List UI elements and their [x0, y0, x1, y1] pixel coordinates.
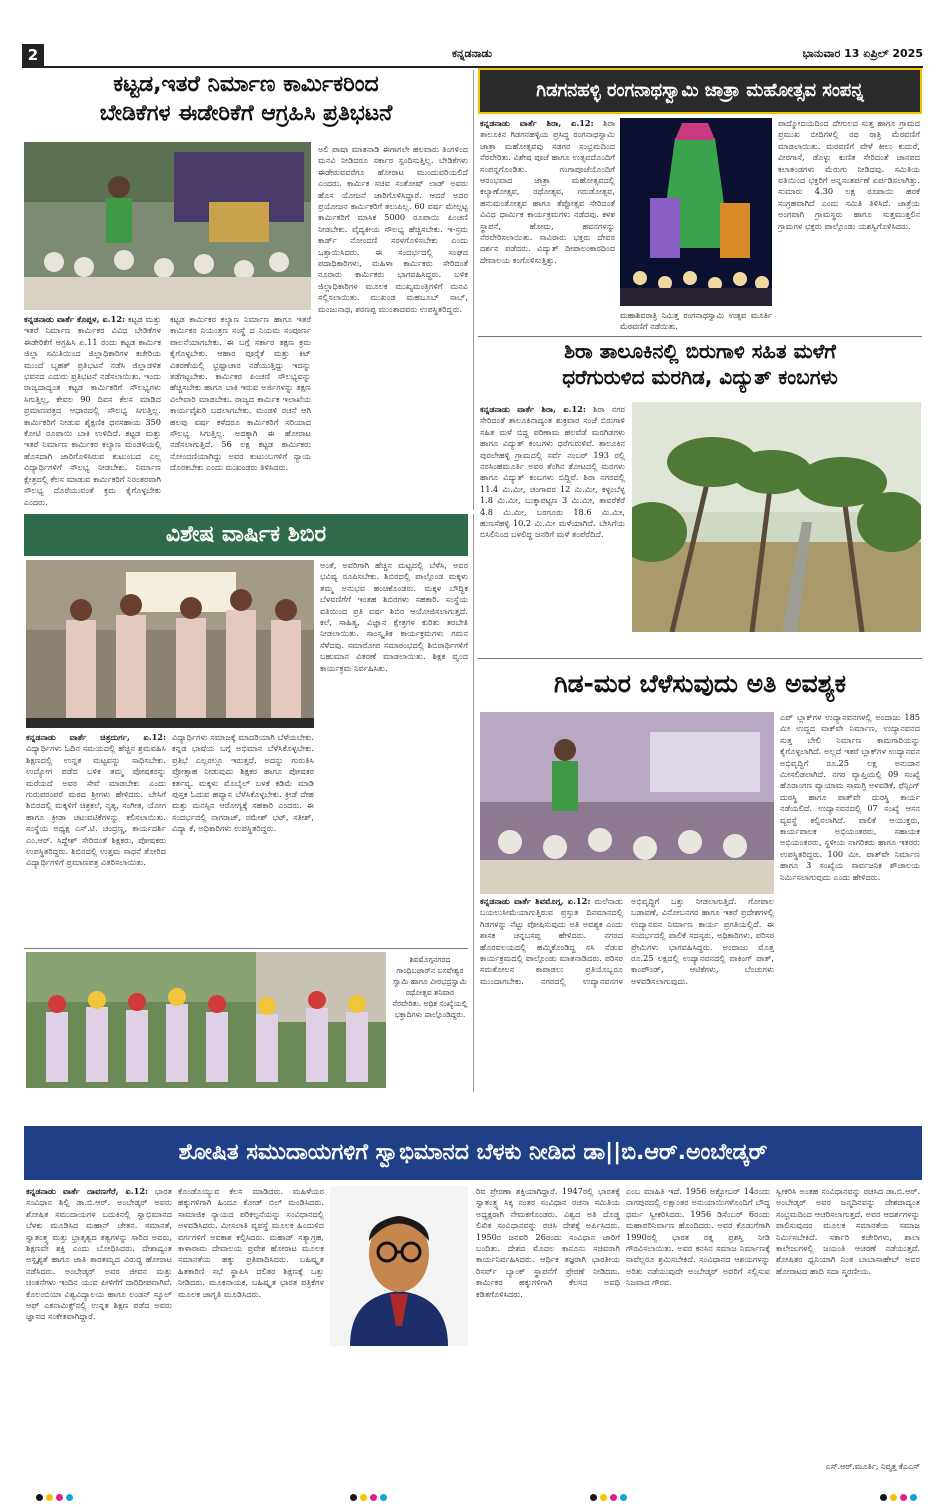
ambedkar-col1 — [26, 1186, 172, 1478]
camp-col3: ಅಂತೆ, ಅವರಿಗಾಗಿ ಹೆಚ್ಚಿನ ಮಟ್ಟದಲ್ಲಿ ಬೆಳೆಸಿ, ಅವರ ಭವಿಷ್ಯ ರೂಪಿಸಬೇಕು. ಶಿಬಿರದಲ್ಲಿ ಪಾಲ್ಗೊಂಡ ಮಕ್ಕಳು ತಮ್ಮ ಅನುಭವ ಹಂಚಿಕೊಂಡರು. ಮಕ್ಕಳ ಬೌದ್ಧಿಕ ಬೆಳವಣಿಗೆಗೆ ಇಂತಹ ಶಿಬಿರಗಳು ಸಹಕಾರಿ. ಸಂಸ್ಥೆಯ ವತಿಯಿಂದ ಪ್ರತಿ ವರ್ಷ ಶಿಬಿರ ಆಯೋಜಿಸಲಾಗುತ್ತದೆ. ಕಲೆ, ಸಾಹಿತ್ಯ, ವಿಜ್ಞಾನ ಕ್ಷೇತ್ರಗಳ ಕುರಿತು ತರಬೇತಿ ನೀಡಲಾಯಿತು. ಸಾಂಸ್ಕೃತಿಕ ಕಾರ್ಯಕ್ರಮಗಳು ಗಮನ ಸೆಳೆದವು. ಸಮಾರೋಪ ಸಮಾರಂಭದಲ್ಲಿ ಶಿಬಿರಾರ್ಥಿಗಳಿಗೆ ಬಹುಮಾನ ವಿತರಣೆ ಮಾಡಲಾಯಿತು. ಶಿಕ್ಷಕ ವೃಂದ ಕಾರ್ಯಕ್ರಮ ನಿರ್ವಹಿಸಿತು. — [320, 560, 468, 673]
protest-col1-text: ಕಟ್ಟಡ ಮತ್ತು ಇತರೆ ನಿರ್ಮಾಣ ಕಾರ್ಮಿಕರ ವಿವಿಧ ಬೇಡಿಕೆಗಳ ಈಡೇರಿಕೆಗೆ ಆಗ್ರಹಿಸಿ ಏ.11 ರಂದು ಕಟ್ಟಡ ಕಾರ್ಮಿಕ ಜಿಲ್ಲಾ ಸಮಿತಿಯಿಂದ ಜಿಲ್ಲಾಧಿಕಾರಿಗಳ ಕಚೇರಿಯ ಮುಂದೆ ಬೃಹತ್ ಪ್ರತಿಭಟನೆ ನಡೆಸಿ ಜಿಲ್ಲಾಡಳಿತ ಭವನದ ಎದುರು ಪ್ರತಿಭಟನೆ ನಡೆಸಲಾಯಿತು. ಇಂದು ರಾಜ್ಯದಾದ್ಯಂತ ಕಟ್ಟಡ ಕಾರ್ಮಿಕರಿಗೆ ಸೌಲಭ್ಯಗಳು ಸಿಗುತ್ತಿಲ್ಲ, ಕೇವಲ 90 ದಿವಸ ಕೆಲಸ ಮಾಡಿದ ಪ್ರಮಾಣಪತ್ರದ ಆಧಾರದಲ್ಲಿ ಸೌಲಭ್ಯ ಸಿಗುತ್ತಿಲ್ಲ. ಕಾರ್ಮಿಕರಿಗೆ ನೀಡುವ ಶೈಕ್ಷಣಿಕ ಧನಸಹಾಯ 350 ಕೋಟಿ ರೂಪಾಯಿ ಬಾಕಿ ಉಳಿದಿದೆ. ಕಟ್ಟಡ ಮತ್ತು ಇತರೆ ನಿರ್ಮಾಣ ಕಾರ್ಮಿಕರ ಕಲ್ಯಾಣ ಮಂಡಳಿಯಲ್ಲಿ ಹೊಸದಾಗಿ ಜಾರಿಗೊಳಿಸಿರುವ ಕುಟುಂಬದ ಎಲ್ಲ ವಿದ್ಯಾರ್ಥಿಗಳಿಗೆ ಸೌಲಭ್ಯ ನೀಡಬೇಕು. ನಿರ್ಮಾಣ ಕ್ಷೇತ್ರದಲ್ಲಿ ಕೆಲಸ ಮಾಡುವ ಕಾರ್ಮಿಕರಿಗೆ ನಿರಂತರವಾಗಿ ಸೌಲಭ್ಯ ದೊರೆಯುವಂತೆ ಕ್ರಮ ಕೈಗೊಳ್ಳಬೇಕು ಎಂದರು. — [24, 314, 161, 506]
temple-col1-text: ಶಿರಾ ತಾಲೂಕಿನ ಗಿಡಗನಹಳ್ಳಿಯ ಪ್ರಸಿದ್ಧ ರಂಗನಾಥಸ್ವಾಮಿ ಜಾತ್ರಾ ಮಹೋತ್ಸವವು ಸಡಗರ ಸಂಭ್ರಮದಿಂದ ನೆರವೇರಿತು. ವಿಶೇಷ ಪೂಜೆ ಹಾಗೂ ಉತ್ಸವದೊಂದಿಗೆ ಸಂಪನ್ನಗೊಂಡಿತು. ಗಂಗಾಪೂಜೆಯೊಂದಿಗೆ ಆರಂಭವಾದ ಜಾತ್ರಾ ಮಹೋತ್ಸವದಲ್ಲಿ ಕಲ್ಯಾಣೋತ್ಸವ, ರಥೋತ್ಸವ, ಗರುಡೋತ್ಸವ, ಹನುಮಂತೋತ್ಸವ ಹಾಗೂ ತೆಪ್ಪೋತ್ಸವ ಸೇರಿದಂತೆ ವಿವಿಧ ಧಾರ್ಮಿಕ ಕಾರ್ಯಕ್ರಮಗಳು ನಡೆದವು. ಕಳಶ ಸ್ಥಾಪನೆ, ಹೋಮ, ಹವನಗಳನ್ನು ನೆರವೇರಿಸಲಾಯಿತು. ಸಾವಿರಾರು ಭಕ್ತರು ದೇವರ ದರ್ಶನ ಪಡೆದರು. ವಿದ್ಯುತ್ ದೀಪಾಲಂಕಾರದಿಂದ ದೇವಾಲಯ ಕಂಗೊಳಿಸುತ್ತಿತ್ತು. — [480, 118, 615, 265]
registration-marks — [350, 1494, 387, 1501]
storm-headline — [478, 340, 922, 402]
protest-headline-line2: ಬೇಡಿಕೆಗಳ ಈಡೇರಿಕೆಗೆ ಆಗ್ರಹಿಸಿ ಪ್ರತಿಭಟನೆ — [99, 101, 393, 127]
temple-col2: ಪಾದ್ಮೋದಯದಿಂದ ದೇಗುಲದ ಸುತ್ತ ಹಾಗೂ ಗ್ರಾಮದ ಪ್ರಮುಖ ಬೀದಿಗಳಲ್ಲಿ ರಥ ರಾತ್ರಿ ಮೆರವಣಿಗೆ ಮಾಡಲಾಯಿತು. ಮರವಣಿಗೆ ವೇಳೆ ಕೀಲು ಕುದುರೆ, ವೀರಗಾಸೆ, ಡೊಳ್ಳು ಕುಣಿತ ಸೇರಿದಂತೆ ಜಾನಪದ ಕಲಾತಂಡಗಳು ಮೆರುಗು ನೀಡಿದವು. ಸಮಿತಿಯ ವತಿಯಿಂದ ಭಕ್ತರಿಗೆ ಅನ್ನಸಂತರ್ಪಣೆ ಏರ್ಪಡಿಸಲಾಗಿತ್ತು. ಸುಮಾರು 4.30 ಲಕ್ಷ ರೂಪಾಯಿ ಹರಕೆ ಸಂಗ್ರಹವಾಗಿದೆ ಎಂದು ಸಮಿತಿ ತಿಳಿಸಿದೆ. ಜಾತ್ರೆಯ ಅಂಗವಾಗಿ ಗ್ರಾಮಸ್ಥರು ಹಾಗೂ ಸುತ್ತಮುತ್ತಲಿನ ಗ್ರಾಮಗಳ ಭಕ್ತರು ಪಾಲ್ಗೊಂಡು ಯಶಸ್ವಿಗೊಳಿಸಿದರು. — [778, 118, 920, 231]
ambedkar-dateline: ಕನ್ನಡನಾಡು ವಾರ್ತೆ ದಾವಣಗೆರೆ, ಏ.12: — [26, 1186, 149, 1196]
procession-caption: ಶಿವಮೊಗ್ಗನಗರದ ಗಾಂಧಿಬಜಾರ್‌ನ ಬಸವೇಶ್ವರ ಸ್ವಾಮಿ ಹಾಗೂ ವೀರಭದ್ರಸ್ವಾಮಿ ರಥೋತ್ಸವ ಶನಿವಾರ ನೆರವೇರಿತು. ಅಧಿಕ ಸಂಖ್ಯೆಯಲ್ಲಿ ಭಕ್ತಾದಿಗಳು ಪಾಲ್ಗೊಂಡಿದ್ದರು. — [392, 955, 468, 1019]
ambedkar-col4: ಎಂಬ ಮಾಹಿತಿ ಇದೆ. 1956 ಅಕ್ಟೋಬರ್ 14ರಂದು ನಾಗಪುರದಲ್ಲಿ ಲಕ್ಷಾಂತರ ಅನುಯಾಯಿಗಳೊಂದಿಗೆ ಬೌದ್ಧ ಧರ್ಮ ಸ್ವೀಕರಿಸಿದರು. 1956 ಡಿಸೆಂಬರ್ 6ರಂದು ಮಹಾಪರಿನಿರ್ವಾಣ ಹೊಂದಿದರು. ಅವರ ಕೊಡುಗೆಗಾಗಿ 1990ರಲ್ಲಿ ಭಾರತ ರತ್ನ ಪ್ರಶಸ್ತಿ ನೀಡಿ ಗೌರವಿಸಲಾಯಿತು. ಅವರ ಕನಸಿನ ಸಮಾಜ ನಿರ್ಮಾಣಕ್ಕೆ ನಾವೆಲ್ಲರೂ ಶ್ರಮಿಸಬೇಕಿದೆ. ಸಂವಿಧಾನದ ಆಶಯಗಳನ್ನು ಅರಿತು ನಡೆಯುವುದೇ ಅಂಬೇಡ್ಕರ್ ಅವರಿಗೆ ಸಲ್ಲಿಸುವ ನಿಜವಾದ ಗೌರವ. — [626, 1186, 770, 1288]
temple-col1 — [480, 118, 615, 308]
ambedkar-portrait — [330, 1186, 468, 1346]
camp-headline-band — [24, 514, 468, 556]
trees-photo — [480, 712, 774, 894]
temple-headline: ಗಿಡಗನಹಳ್ಳಿ ರಂಗನಾಥಸ್ವಾಮಿ ಜಾತ್ರಾ ಮಹೋತ್ಸವ ಸಂಪನ್ನ — [536, 80, 864, 101]
protest-headline — [22, 70, 470, 140]
procession-photo — [26, 952, 386, 1088]
ambedkar-headline: ಶೋಷಿತ ಸಮುದಾಯಗಳಿಗೆ ಸ್ವಾಭಿಮಾನದ ಬೆಳಕು ನೀಡಿದ ಡಾ||ಬಿ.ಆರ್.ಅಂಬೇಡ್ಕರ್ — [178, 1140, 768, 1165]
camp-col1 — [26, 732, 166, 944]
trees-col1-text: ಮಲೆನಾಡು ಬಯಲುಸೀಮೆಯಾಗುತ್ತಿರುವ ಪ್ರಸ್ತುತ ದಿನಮಾನದಲ್ಲಿ ಗಿಡಗಳನ್ನು ನೆಟ್ಟು ಪೋಷಿಸುವುದು ಅತಿ ಅವಶ್ಯಕ ಎಂದು ಶಾಸಕ ಚನ್ನಬಸಪ್ಪ ಹೇಳಿದರು. ನಗರದ ಹೊರವಲಯದಲ್ಲಿ ಹಮ್ಮಿಕೊಂಡಿದ್ದ ಸಸಿ ನೆಡುವ ಕಾರ್ಯಕ್ರಮದಲ್ಲಿ ಪಾಲ್ಗೊಂಡು ಮಾತನಾಡಿದರು. ಪರಿಸರ ಸಮತೋಲನ ಕಾಪಾಡಲು ಪ್ರತಿಯೊಬ್ಬರೂ ಮುಂದಾಗಬೇಕು. ನಗರದಲ್ಲಿ ಉದ್ಯಾನವನಗಳ ಅಭಿವೃದ್ಧಿಗೆ ಒತ್ತು ನೀಡಲಾಗುತ್ತಿದೆ. ಗೋಪಾಲ ಬಡಾವಣೆ, ವಿನೋಬನಗರ ಹಾಗೂ ಇತರೆ ಪ್ರದೇಶಗಳಲ್ಲಿ ಉದ್ಯಾನವನ ನಿರ್ಮಾಣ ಕಾರ್ಯ ಪ್ರಗತಿಯಲ್ಲಿದೆ. ಈ ಸಂದರ್ಭದಲ್ಲಿ ಪಾಲಿಕೆ ಸದಸ್ಯರು, ಅಧಿಕಾರಿಗಳು, ಪರಿಸರ ಪ್ರೇಮಿಗಳು ಭಾಗವಹಿಸಿದ್ದರು. ಅಂದಾಜು ಮೊತ್ತ ರೂ.25 ಲಕ್ಷದಲ್ಲಿ ಉದ್ಯಾನವನದಲ್ಲಿ ವಾಕಿಂಗ್ ಪಾತ್, ಕಾಂಪೌಂಡ್, ಆಟಿಕೆಗಳು, ಬೆಂಚುಗಳು ಅಳವಡಿಸಲಾಗುವುದು. — [480, 896, 774, 986]
issue-date: ಭಾನುವಾರ 13 ಏಪ್ರಿಲ್ 2025 — [802, 47, 923, 60]
ambedkar-col5: ಸ್ವೀಕರಿಸಿ ಅಂತಹ ಸಂವಿಧಾನವನ್ನು ರಚಿಸಿದ ಡಾ.ಬಿ.ಆರ್. ಅಂಬೇಡ್ಕರ್ ಅವರ ಜನ್ಮದಿನವನ್ನು ದೇಶದಾದ್ಯಂತ ಸಂಭ್ರಮದಿಂದ ಆಚರಿಸಲಾಗುತ್ತದೆ. ಅವರ ಆದರ್ಶಗಳನ್ನು ಪಾಲಿಸುವುದರ ಮೂಲಕ ಸಮಾನತೆಯ ಸಮಾಜ ನಿರ್ಮಿಸಬೇಕಿದೆ. ಸರ್ಕಾರಿ ಕಚೇರಿಗಳು, ಶಾಲಾ ಕಾಲೇಜುಗಳಲ್ಲಿ ಜಯಂತಿ ಆಚರಣೆ ನಡೆಯುತ್ತದೆ. ಶೋಷಿತರ ಧ್ವನಿಯಾಗಿ ನಿಂತ ಬಾಬಾಸಾಹೇಬ್ ಅವರ ಹೋರಾಟದ ಹಾದಿ ಸದಾ ಸ್ಮರಣೀಯ. — [776, 1186, 920, 1276]
ambedkar-col1-text: ಭಾರತ ಸಂವಿಧಾನ ಶಿಲ್ಪಿ ಡಾ.ಬಿ.ಆರ್. ಅಂಬೇಡ್ಕರ್ ಅವರು ಶೋಷಿತ ಸಮುದಾಯಗಳ ಬದುಕಿನಲ್ಲಿ ಸ್ವಾಭಿಮಾನದ ಬೆಳಕು ಮೂಡಿಸಿದ ಮಹಾನ್ ಚೇತನ. ಸಮಾನತೆ, ಸ್ವಾತಂತ್ರ್ಯ ಮತ್ತು ಭ್ರಾತೃತ್ವದ ತತ್ವಗಳನ್ನು ಸಾರಿದ ಅವರು, ಶಿಕ್ಷಣವೇ ಶಕ್ತಿ ಎಂದು ಬೋಧಿಸಿದರು. ದೇಶಾದ್ಯಂತ ಅಸ್ಪೃಶ್ಯತೆ ಹಾಗೂ ಜಾತಿ ತಾರತಮ್ಯದ ವಿರುದ್ಧ ಹೋರಾಟ ನಡೆಸಿದರು. ಅಂಬೇಡ್ಕರ್ ಅವರ ಜೀವನ ಮತ್ತು ಚಿಂತನೆಗಳು ಇಂದಿನ ಯುವ ಪೀಳಿಗೆಗೆ ದಾರಿದೀಪವಾಗಿವೆ. ಕೊಲಂಬಿಯಾ ವಿಶ್ವವಿದ್ಯಾಲಯ ಹಾಗೂ ಲಂಡನ್ ಸ್ಕೂಲ್ ಆಫ್ ಎಕನಾಮಿಕ್ಸ್‌ನಲ್ಲಿ ಉನ್ನತ ಶಿಕ್ಷಣ ಪಡೆದ ಅವರು ಜ್ಞಾನದ ಸಂಕೇತವಾಗಿದ್ದಾರೆ. — [26, 1186, 172, 1322]
trees-col1 — [480, 896, 774, 1086]
registration-marks — [590, 1494, 627, 1501]
trees-col2: ಎಪ್ ಬ್ಲಾಕ್‌ಗಳ ಉದ್ಯಾನವನಗಳಲ್ಲಿ ಅಂದಾಜು 185 ಮೀ ಉದ್ದದ ವಾಕ್‌ವೇ ನಿರ್ಮಾಣ, ಉದ್ಯಾನವನದ ಸುತ್ತ ಬೇಲಿ ನಿರ್ಮಾಣ ಕಾಮಗಾರಿಯನ್ನು ಕೈಗೊಳ್ಳಲಾಗಿದೆ. ಅಲ್ಲದೆ ಇತರೆ ಬ್ಲಾಕ್‌ಗಳ ಉದ್ಯಾನವನ ಅಭಿವೃದ್ಧಿಗೆ ರೂ.25 ಲಕ್ಷ ಅನುದಾನ ಮೀಸಲಿಡಲಾಗಿದೆ. ನಗರ ವ್ಯಾಪ್ತಿಯಲ್ಲಿ 09 ಸಂಖ್ಯೆ ಹೊರಾಂಗಣ ವ್ಯಾಯಾಮ ಸಾಮಗ್ರಿ ಅಳವಡಿಕೆ, ಫೆನ್ಸಿಂಗ್ ದುರಸ್ಥಿ ಹಾಗೂ ಪಾತ್‌ವೇ ದುರಸ್ಥಿ ಕಾರ್ಯ ನಡೆಯಲಿದೆ. ಉದ್ಯಾನವನದಲ್ಲಿ 07 ಸಂಖ್ಯೆ ಆಸನ ವ್ಯವಸ್ಥೆ ಕಲ್ಪಿಸಲಾಗಿದೆ. ಪಾಲಿಕೆ ಆಯುಕ್ತರು, ಕಾರ್ಯಪಾಲಕ ಅಭಿಯಂತರರು, ಸಹಾಯಕ ಅಭಿಯಂತರರು, ಸ್ಥಳೀಯ ನಾಗರಿಕರು ಹಾಗೂ ಇತರರು ಉಪಸ್ಥಿತರಿದ್ದರು. 100 ಮೀ. ಪಾತ್‌ವೇ ನಿರ್ಮಾಣ ಹಾಗೂ 3 ಸಂಖ್ಯೆಯ ಸಾರ್ವಜನಿಕ ಶೌಚಾಲಯ ನಿರ್ಮಿಸಲಾಗುವುದು ಎಂದು ಹೇಳಿದರು. — [780, 712, 920, 882]
camp-dateline: ಕನ್ನಡನಾಡು ವಾರ್ತೆ ಚಿತ್ರದುರ್ಗ, ಏ.12: — [26, 732, 166, 742]
ambedkar-col3: ರಿವ ಪ್ರೇರಣಾ ಶಕ್ತಿಯಾಗಿದ್ದಾರೆ. 1947ರಲ್ಲಿ ಭಾರತಕ್ಕೆ ಸ್ವಾತಂತ್ರ್ಯ ಸಿಕ್ಕ ನಂತರ ಸಂವಿಧಾನ ರಚನಾ ಸಮಿತಿಯ ಅಧ್ಯಕ್ಷರಾಗಿ ನೇಮಕಗೊಂಡರು. ವಿಶ್ವದ ಅತಿ ದೊಡ್ಡ ಲಿಖಿತ ಸಂವಿಧಾನವನ್ನು ರಚಿಸಿ ದೇಶಕ್ಕೆ ಅರ್ಪಿಸಿದರು. 1950ರ ಜನವರಿ 26ರಂದು ಸಂವಿಧಾನ ಜಾರಿಗೆ ಬಂದಿತು. ದೇಶದ ಮೊದಲ ಕಾನೂನು ಸಚಿವರಾಗಿ ಕಾರ್ಯನಿರ್ವಹಿಸಿದರು. ಆರ್ಥಿಕ ತಜ್ಞರಾಗಿ ಭಾರತೀಯ ರಿಸರ್ವ್ ಬ್ಯಾಂಕ್ ಸ್ಥಾಪನೆಗೆ ಪ್ರೇರಣೆ ನೀಡಿದರು. ಕಾರ್ಮಿಕರ ಹಕ್ಕುಗಳಿಗಾಗಿ ಕೆಲಸದ ಅವಧಿ ಕಡಿತಗೊಳಿಸಿದರು. — [476, 1186, 620, 1299]
ambedkar-col2: ಕೊಂಡೊಯ್ಯುವ ಕೆಲಸ ಮಾಡಿದರು. ಮಹಿಳೆಯರ ಹಕ್ಕುಗಳಿಗಾಗಿ ಹಿಂದೂ ಕೋಡ್ ಬಿಲ್ ಮಂಡಿಸಿದರು. ಸಾಮಾಜಿಕ ನ್ಯಾಯದ ಪರಿಕಲ್ಪನೆಯನ್ನು ಸಂವಿಧಾನದಲ್ಲಿ ಅಳವಡಿಸಿದರು. ಮೀಸಲಾತಿ ವ್ಯವಸ್ಥೆ ಮೂಲಕ ಹಿಂದುಳಿದ ವರ್ಗಗಳಿಗೆ ಅವಕಾಶ ಕಲ್ಪಿಸಿದರು. ಮಹಾಡ್ ಸತ್ಯಾಗ್ರಹ, ಕಾಳಾರಾಮ ದೇವಾಲಯ ಪ್ರವೇಶ ಹೋರಾಟ ಮೂಲಕ ಸಮಾನತೆಯ ಹಕ್ಕು ಪ್ರತಿಪಾದಿಸಿದರು. ಬಹಿಷ್ಕೃತ ಹಿತಕಾರಿಣಿ ಸಭೆ ಸ್ಥಾಪಿಸಿ ದಲಿತರ ಶಿಕ್ಷಣಕ್ಕೆ ಒತ್ತು ನೀಡಿದರು. ಮೂಕನಾಯಕ, ಬಹಿಷ್ಕೃತ ಭಾರತ ಪತ್ರಿಕೆಗಳ ಮೂಲಕ ಜಾಗೃತಿ ಮೂಡಿಸಿದರು. — [178, 1186, 324, 1299]
ambedkar-byline: ಎಸ್.ಆರ್.ಮೂರ್ತಿ, ನಿವೃತ್ತ ಕೆಎಎಸ್ — [825, 1462, 920, 1471]
divider — [478, 336, 922, 337]
trees-dateline: ಕನ್ನಡನಾಡು ವಾರ್ತೆ ಶಿವಮೊಗ್ಗ, ಏ.12: — [480, 896, 591, 906]
paper-name: ಕನ್ನಡನಾಡು — [451, 47, 493, 60]
storm-text-body: ಶಿರಾ ನಗರ ಸೇರಿದಂತೆ ತಾಲೂಕಿನಾದ್ಯಂತ ಶುಕ್ರವಾರ ಸಂಜೆ ಬಿರುಗಾಳಿ ಸಹಿತ ಮಳೆ ಬಿದ್ದ ಪರಿಣಾಮ ಹಲವೆಡೆ ಮರಗಿಡಗಳು ಹಾಗೂ ವಿದ್ಯುತ್ ಕಂಬಗಳು ಧರೆಗುರುಳಿವೆ. ತಾಲೂಕಿನ ಪುರಲೇಹಳ್ಳಿ ಗ್ರಾಮದಲ್ಲಿ ಸರ್ವೆ ನಂಬರ್ 193 ರಲ್ಲಿ ನರಸಿಂಹಮೂರ್ತಿ ಅವರ ತೆಂಗಿನ ತೋಟದಲ್ಲಿ ಮರಗಳು ಹಾಗೂ ವಿದ್ಯುತ್ ಕಂಬಗಳು ಬಿದ್ದಿವೆ. ಶಿರಾ ನಗರದಲ್ಲಿ 11.4 ಮಿ.ಮೀ, ಚಂಗಾವರ 12 ಮಿ.ಮೀ, ಕಳ್ಳಂಬೆಳ್ಳ 1.8 ಮಿ.ಮೀ, ಬುಕ್ಕಾಪಟ್ಟಣ 3 ಮಿ.ಮೀ, ತಾವರೆಕೆರೆ 4.8 ಮಿ.ಮೀ, ಬರಗೂರು 18.6 ಮಿ.ಮೀ, ಹುಣಸೆಹಳ್ಳಿ 10.2 ಮಿ.ಮೀ ಮಳೆಯಾಗಿದೆ. ಬೇಸಿಗೆಯ ಬಿಸಿಲಿನಿಂದ ಬಳಲಿದ್ದ ಜನರಿಗೆ ಮಳೆ ತಂಪೆರೆದಿದೆ. — [480, 404, 625, 540]
camp-col2: ವಿದ್ಯಾರ್ಥಿಗಳು ಸಮಾಜಕ್ಕೆ ಮಾದರಿಯಾಗಿ ಬೆಳೆಯಬೇಕು. ಕನ್ನಡ ಭಾಷೆಯ ಬಗ್ಗೆ ಅಭಿಮಾನ ಬೆಳೆಸಿಕೊಳ್ಳಬೇಕು. ಪ್ರತಿಭೆ ಎಲ್ಲರಲ್ಲೂ ಇರುತ್ತದೆ, ಅದನ್ನು ಗುರುತಿಸಿ ಪ್ರೋತ್ಸಾಹ ನೀಡುವುದು ಶಿಕ್ಷಕರ ಹಾಗೂ ಪೋಷಕರ ಕರ್ತವ್ಯ. ಮಕ್ಕಳು ಮೊಬೈಲ್ ಬಳಕೆ ಕಡಿಮೆ ಮಾಡಿ ಪುಸ್ತಕ ಓದುವ ಹವ್ಯಾಸ ಬೆಳೆಸಿಕೊಳ್ಳಬೇಕು. ಕ್ರೀಡೆ ದೇಹ ಮತ್ತು ಮನಸ್ಸಿನ ಆರೋಗ್ಯಕ್ಕೆ ಸಹಕಾರಿ ಎಂದರು. ಈ ಸಂದರ್ಭದಲ್ಲಿ ನಾಗರಾಜ್, ರಮೇಶ್ ಭಟ್, ಸತೀಶ್, ವಿದ್ಯಾ ಕೆ, ಅಧಿಕಾರಿಗಳು ಉಪಸ್ಥಿತರಿದ್ದರು. — [172, 732, 314, 834]
trees-headline-text: ಗಿಡ-ಮರ ಬೆಳೆಸುವುದು ಅತಿ ಅವಶ್ಯಕ — [553, 669, 847, 698]
protest-photo — [24, 142, 311, 310]
storm-headline-line2: ಧರೆಗುರುಳಿದ ಮರಗಿಡ, ವಿದ್ಯುತ್ ಕಂಬಗಳು — [562, 365, 838, 389]
page-number: 2 — [22, 44, 44, 66]
registration-marks — [36, 1494, 73, 1501]
camp-photo — [26, 560, 314, 728]
divider — [478, 658, 922, 659]
divider — [24, 948, 468, 949]
protest-headline-line1: ಕಟ್ಟಡ,ಇತರೆ ನಿರ್ಮಾಣ ಕಾರ್ಮಿಕರಿಂದ — [113, 72, 379, 97]
protest-col3: ಅಲಿ ಪಾಷಾ ಮಾತನಾಡಿ ಈಗಾಗಲೇ ಹಲವಾರು ತಿಂಗಳಿಂದ ಮನವಿ ನೀಡಿದರೂ ಸರ್ಕಾರ ಸ್ಪಂದಿಸುತ್ತಿಲ್ಲ. ಬೇಡಿಕೆಗಳು ಈಡೇರುವವರೆಗೂ ಹೋರಾಟ ಮುಂದುವರಿಯಲಿದೆ ಎಂದರು. ಕಾರ್ಮಿಕ ಸಚಿವ ಸಂತೋಷ್ ಲಾಡ್ ಅವರು ಹೊಸ ಯೋಜನೆ ಜಾರಿಗೊಳಿಸಿದ್ದಾರೆ. ಆದರೆ ಅದರ ಪ್ರಯೋಜನ ಕಾರ್ಮಿಕರಿಗೆ ತಲುಪಿಲ್ಲ. 60 ವರ್ಷ ಮೇಲ್ಪಟ್ಟ ಕಾರ್ಮಿಕರಿಗೆ ಮಾಸಿಕ 5000 ರೂಪಾಯಿ ಪಿಂಚಣಿ ನೀಡಬೇಕು. ವೈದ್ಯಕೀಯ ಸೌಲಭ್ಯ ಹೆಚ್ಚಿಸಬೇಕು. ಇ-ಸ್ರಮ ಕಾರ್ಡ್ ನೋಂದಣಿ ಸರಳಗೊಳಿಸಬೇಕು ಎಂದು ಒತ್ತಾಯಿಸಿದರು. ಈ ಸಂದರ್ಭದಲ್ಲಿ ಸಂಘದ ಪದಾಧಿಕಾರಿಗಳು, ಮಹಿಳಾ ಕಾರ್ಮಿಕರು ಸೇರಿದಂತೆ ನೂರಾರು ಕಾರ್ಮಿಕರು ಭಾಗವಹಿಸಿದ್ದರು. ಬಳಿಕ ಜಿಲ್ಲಾಧಿಕಾರಿಗಳ ಮೂಲಕ ಮುಖ್ಯಮಂತ್ರಿಗಳಿಗೆ ಮನವಿ ಸಲ್ಲಿಸಲಾಯಿತು. ಮುಖಂಡ ಮಹಬೂಬ್ ಸಾಬ್, ಮಂಜುನಾಥ, ಶರಣಪ್ಪ ಮುಂತಾದವರು ಉಪಸ್ಥಿತರಿದ್ದರು. — [318, 144, 468, 314]
temple-caption: ಮಹಾಶಿವರಾತ್ರಿ ನಿಮಿತ್ತ ರಂಗನಾಥಸ್ವಾಮಿ ಉತ್ಸವ ಮೂರ್ತಿ ಮೆರವಣಿಗೆ ನಡೆಯಿತು. — [620, 311, 772, 331]
camp-headline: ವಿಶೇಷ ವಾರ್ಷಿಕ ಶಿಬಿರ — [165, 522, 327, 547]
storm-dateline: ಕನ್ನಡನಾಡು ವಾರ್ತೆ ಶಿರಾ, ಏ.12: — [480, 404, 586, 414]
masthead — [22, 44, 923, 68]
storm-text — [480, 404, 625, 654]
temple-photo — [620, 118, 772, 306]
column-rule — [473, 70, 474, 510]
registration-marks — [880, 1494, 917, 1501]
column-rule — [473, 514, 474, 1092]
storm-photo — [632, 402, 921, 632]
protest-dateline: ಕನ್ನಡನಾಡು ವಾರ್ತೆ ಕೊಪ್ಪಳ, ಏ.12: — [24, 314, 126, 324]
trees-headline — [478, 662, 922, 708]
ambedkar-headline-band — [24, 1126, 922, 1180]
temple-dateline: ಕನ್ನಡನಾಡು ವಾರ್ತೆ ಶಿರಾ, ಏ.12: — [480, 118, 594, 128]
storm-headline-line1: ಶಿರಾ ತಾಲೂಕಿನಲ್ಲಿ ಬಿರುಗಾಳಿ ಸಹಿತ ಮಳೆಗೆ — [564, 339, 836, 363]
camp-col1-text: ವಿದ್ಯಾರ್ಥಿಗಳು ಓದಿನ ಸಮಯದಲ್ಲಿ ಹೆಚ್ಚಿನ ಶ್ರಮವಹಿಸಿ ಶಿಕ್ಷಣದಲ್ಲಿ ಉನ್ನತ ಮಟ್ಟವನ್ನು ಸಾಧಿಸಬೇಕು. ಉದ್ಯೋಗ ಪಡೆದ ಬಳಿಕ ತಮ್ಮ ಪೋಷಕರನ್ನು ಮರೆಯದೆ ಅವರ ಸೇವೆ ಮಾಡಬೇಕು ಎಂದು ಗುರುಪರಂಪರೆ ಮಠದ ಶ್ರೀಗಳು ಹೇಳಿದರು. ಬೇಸಿಗೆ ಶಿಬಿರದಲ್ಲಿ ಮಕ್ಕಳಿಗೆ ಚಿತ್ರಕಲೆ, ನೃತ್ಯ, ಸಂಗೀತ, ಯೋಗ ಹಾಗೂ ಕ್ರೀಡಾ ಚಟುವಟಿಕೆಗಳನ್ನು ಕಲಿಸಲಾಯಿತು. ಸಂಸ್ಥೆಯ ಅಧ್ಯಕ್ಷ ಎಸ್.ಟಿ. ಚಂದ್ರಣ್ಣ, ಕಾರ್ಯದರ್ಶಿ ಎಂ.ಆರ್. ಸಿದ್ದೇಶ್ ಸೇರಿದಂತೆ ಶಿಕ್ಷಕರು, ಪೋಷಕರು ಉಪಸ್ಥಿತರಿದ್ದರು. ಶಿಬಿರದಲ್ಲಿ ಉತ್ತಮ ಸಾಧನೆ ತೋರಿದ ವಿದ್ಯಾರ್ಥಿಗಳಿಗೆ ಪ್ರಮಾಣಪತ್ರ ವಿತರಿಸಲಾಯಿತು. — [26, 743, 166, 868]
protest-col2: ಕಟ್ಟಡ ಕಾರ್ಮಿಕರ ಕಲ್ಯಾಣ ನಿರ್ಮಾಣ ಹಾಗೂ ಇತರೆ ಕಾರ್ಮಿಕರ ನಿಯಂತ್ರಣ ಸಂಸ್ಥೆ ದ ನಿಯಮ ಸಂಪೂರ್ಣ ಪಾಲನೆಯಾಗಬೇಕು. ಈ ಬಗ್ಗೆ ಸರ್ಕಾರ ತಕ್ಷಣ ಕ್ರಮ ಕೈಗೊಳ್ಳಬೇಕು. ಆಹಾರ ಪೂರೈಕೆ ಮತ್ತು ಕಿಟ್ ವಿತರಣೆಯಲ್ಲಿ ಭ್ರಷ್ಟಾಚಾರ ನಡೆಯುತ್ತಿದ್ದು ಇದನ್ನು ತಡೆಗಟ್ಟಬೇಕು. ಕಾರ್ಮಿಕರ ಪಿಂಚಣಿ ಸೌಲಭ್ಯವನ್ನು ಹೆಚ್ಚಿಸಬೇಕು ಹಾಗೂ ಬಾಕಿ ಇರುವ ಅರ್ಜಿಗಳನ್ನು ತಕ್ಷಣ ವಿಲೇವಾರಿ ಮಾಡಬೇಕು. ರಾಜ್ಯದ ಕಾರ್ಮಿಕ ಇಲಾಖೆಯ ಕಾರ್ಯವೈಖರಿ ಬದಲಾಗಬೇಕು. ಮಂಡಳಿ ರಚನೆ ಆಗಿ ಹಲವು ವರ್ಷ ಕಳೆದರೂ ಕಾರ್ಮಿಕರಿಗೆ ಸರಿಯಾದ ಸೌಲಭ್ಯ ಸಿಗುತ್ತಿಲ್ಲ. ಅದಕ್ಕಾಗಿ ಈ ಹೋರಾಟ ನಡೆಸಲಾಗುತ್ತಿದೆ. 56 ಲಕ್ಷ ಕಟ್ಟಡ ಕಾರ್ಮಿಕರು ನೋಂದಣಿಯಾಗಿದ್ದು ಅವರ ಕುಟುಂಬಗಳಿಗೆ ನ್ಯಾಯ ದೊರಕಬೇಕು ಎಂದು ಮುಖಂಡರು ತಿಳಿಸಿದರು. — [170, 314, 311, 473]
protest-col1 — [24, 314, 161, 506]
temple-headline-band — [478, 68, 922, 114]
